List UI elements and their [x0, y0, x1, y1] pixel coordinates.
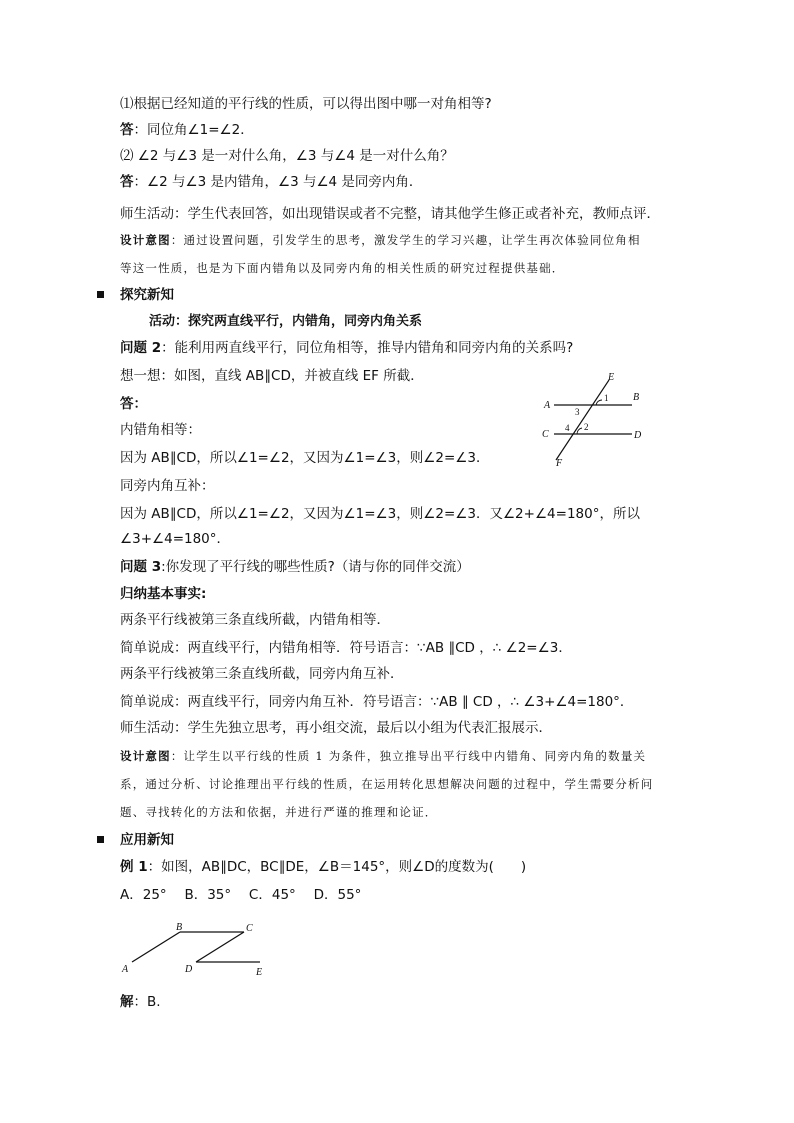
answer-label: 答：	[120, 396, 147, 412]
co-interior-title: 同旁内角互补：	[120, 478, 215, 494]
section-heading: 探究新知	[120, 287, 174, 303]
question-text: ：能利用两直线平行，同位角相等，推导内错角和同旁内角的关系吗?	[161, 340, 574, 356]
solution-text: ：B.	[133, 994, 161, 1010]
label-b: B	[176, 922, 183, 933]
design-intent-label: 设计意图	[120, 749, 171, 763]
alternate-angles-proof: 因为 AB∥CD，所以∠1=∠2，又因为∠1=∠3，则∠2=∠3．	[120, 450, 490, 466]
example-text: ：如图，AB∥DC，BC∥DE，∠B＝145°，则∠D的度数为( )	[147, 859, 527, 875]
question-label: 问题 3	[120, 559, 162, 575]
design-intent-label: 设计意图	[120, 233, 171, 247]
angle-2-arc	[577, 428, 582, 434]
fact-1: 两条平行线被第三条直线所截，内错角相等．	[120, 612, 390, 628]
label-c: C	[246, 923, 253, 934]
answer-1	[120, 120, 254, 140]
design-intent-2-cont2: 题、寻找转化的方法和依据，并进行严谨的推理和论证．	[120, 805, 438, 819]
design-intent-text: ：通过设置问题，引发学生的思考，激发学生的学习兴趣，让学生再次体验同位角相	[170, 233, 641, 247]
label-c: C	[542, 429, 549, 440]
angle-1-arc	[596, 400, 602, 405]
summary-heading: 归纳基本事实:	[120, 586, 207, 602]
angle-2-label: 2	[584, 422, 589, 432]
fact-1-symbolic: 简单说成：两直线平行，内错角相等．符号语言：∵AB ∥CD ，∴ ∠2=∠3．	[120, 640, 572, 656]
alternate-angles-title: 内错角相等：	[120, 422, 201, 438]
example-choices: A．25° B．35° C．45° D．55°	[120, 887, 362, 903]
label-d: D	[634, 430, 642, 441]
answer-text: ：同位角∠1=∠2．	[133, 122, 254, 138]
label-b: B	[633, 392, 640, 403]
question-label: 问题 2	[120, 340, 162, 356]
angle-1-label: 1	[604, 393, 609, 403]
design-intent-2	[120, 746, 646, 766]
co-interior-proof: 因为 AB∥CD，所以∠1=∠2，又因为∠1=∠3，则∠2=∠3．又∠2+∠4=180°，所以	[120, 506, 640, 522]
question-1: ⑴根据已经知道的平行线的性质，可以得出图中哪一对角相等?	[120, 96, 492, 112]
label-a: A	[122, 964, 129, 975]
question-3-block	[120, 557, 470, 577]
fact-2: 两条平行线被第三条直线所截，同旁内角互补．	[120, 666, 404, 682]
fact-2-symbolic: 简单说成：两直线平行，同旁内角互补．符号语言：∵AB ∥ CD ，∴ ∠3+∠4=180°．	[120, 694, 634, 710]
co-interior-proof-cont: ∠3+∠4=180°．	[120, 531, 231, 547]
example-1	[120, 857, 526, 877]
label-d: D	[185, 964, 193, 975]
think-prompt: 想一想：如图，直线 AB∥CD，并被直线 EF 所截．	[120, 368, 424, 384]
design-intent-cont: 等这一性质，也是为下面内错角以及同旁内角的相关性质的研究过程提供基础．	[120, 261, 565, 275]
question-text: :你发现了平行线的哪些性质?（请与你的同伴交流）	[161, 559, 470, 575]
label-f: F	[556, 458, 563, 468]
segment-ab	[132, 932, 180, 962]
line-ef	[556, 380, 609, 460]
question-2: ⑵ ∠2 与∠3 是一对什么角，∠3 与∠4 是一对什么角？	[120, 148, 454, 164]
design-intent-2-cont: 系，通过分析、讨论推理出平行线的性质，在运用转化思想解决问题的过程中，学生需要分析问	[120, 777, 654, 791]
segment-cd	[196, 932, 244, 962]
section-heading-2: 应用新知	[120, 832, 174, 848]
teacher-student-activity: 师生活动：学生代表回答，如出现错误或者不完整，请其他学生修正或者补充，教师点评．	[120, 206, 660, 222]
label-e: E	[608, 372, 615, 383]
label-a: A	[544, 400, 551, 411]
angle-4-label: 4	[565, 423, 570, 433]
parallel-lines-figure	[536, 370, 656, 468]
question-2-block	[120, 338, 573, 358]
answer-label: 答	[120, 122, 134, 138]
activity-title: 活动：探究两直线平行，内错角，同旁内角关系	[149, 314, 423, 329]
angle-3-label: 3	[575, 407, 580, 417]
design-intent-text: ：让学生以平行线的性质 1 为条件，独立推导出平行线中内错角、同旁内角的数量关	[170, 749, 647, 763]
label-e: E	[256, 967, 263, 978]
answer-text: ：∠2 与∠3 是内错角，∠3 与∠4 是同旁内角．	[133, 174, 423, 190]
solution	[120, 992, 161, 1012]
answer-label: 答	[120, 174, 134, 190]
solution-label: 解	[120, 994, 134, 1010]
section-bullet	[97, 836, 104, 843]
section-bullet	[97, 291, 104, 298]
zigzag-figure	[118, 918, 278, 980]
teacher-student-activity-2: 师生活动：学生先独立思考，再小组交流，最后以小组为代表汇报展示．	[120, 720, 552, 736]
design-intent	[120, 230, 641, 250]
example-label: 例 1	[120, 859, 148, 875]
answer-2	[120, 172, 422, 192]
